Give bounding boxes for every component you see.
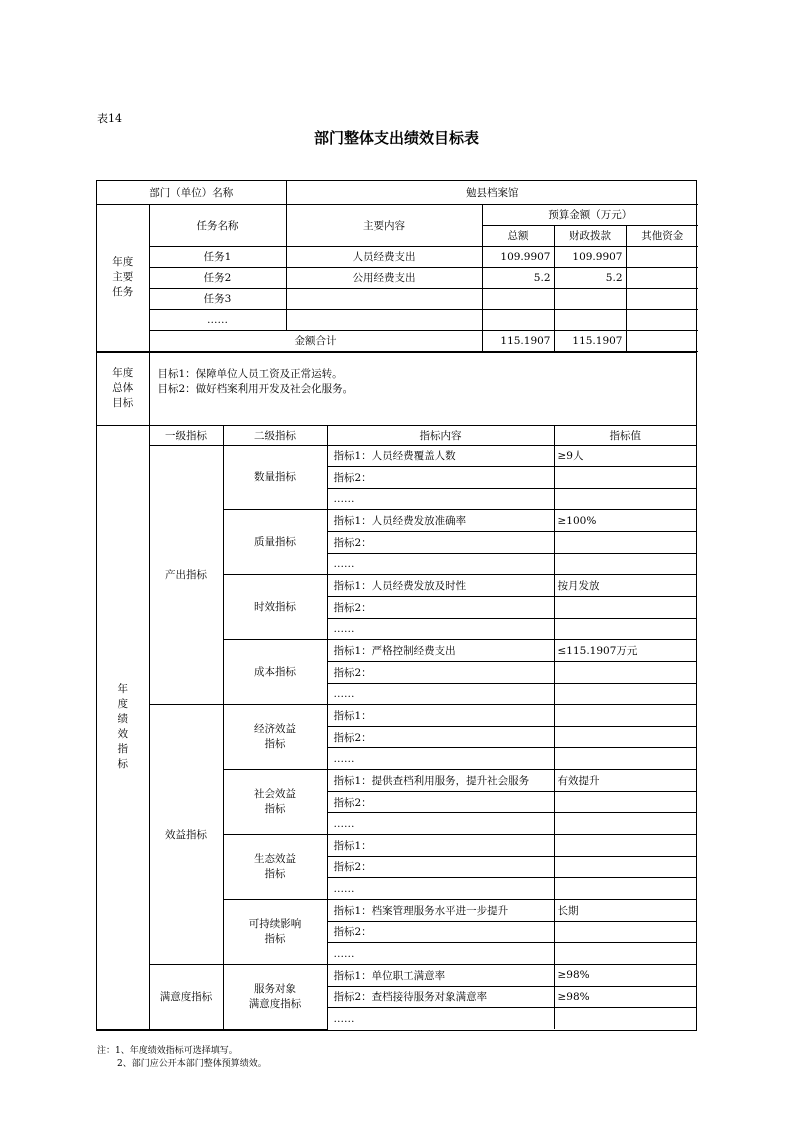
indicator-value: 按月发放	[554, 575, 696, 597]
level1-indicator: 满意度指标	[149, 964, 223, 1029]
indicator-value	[554, 726, 696, 748]
indicator-value: ≤115.1907万元	[554, 640, 696, 662]
overall-goals-content	[149, 353, 696, 425]
indicator-content: 指标1：提供查档利用服务，提升社会服务	[327, 770, 554, 792]
dept-label: 部门（单位）名称	[97, 181, 286, 204]
indicator-value	[554, 705, 696, 727]
indicators-label: 年 度 绩 效 指 标	[97, 425, 149, 1029]
task-total: 5.2	[482, 267, 554, 288]
goals-table	[97, 352, 696, 425]
task-name: 任务3	[149, 288, 286, 309]
col-task-name: 任务名称	[149, 204, 286, 246]
indicator-value: ≥98%	[554, 986, 696, 1008]
task-other	[626, 288, 698, 309]
indicator-content: 指标1：人员经费覆盖人数	[327, 445, 554, 467]
indicator-content: 指标2：	[327, 726, 554, 748]
table-row	[97, 964, 696, 986]
indicator-content: ……	[327, 748, 554, 770]
col-level2: 二级指标	[223, 425, 327, 445]
indicator-value	[554, 488, 696, 510]
level2-indicator: 生态效益 指标	[223, 835, 327, 900]
task-row	[97, 246, 698, 267]
indicator-content: ……	[327, 683, 554, 705]
task-row	[97, 288, 698, 309]
indicator-content: 指标1：单位职工满意率	[327, 964, 554, 986]
indicator-value	[554, 856, 696, 878]
task-content	[286, 288, 482, 309]
indicator-content: 指标1：人员经费发放准确率	[327, 510, 554, 532]
indicator-content: 指标1：档案管理服务水平进一步提升	[327, 899, 554, 921]
sum-label: 金额合计	[149, 330, 482, 351]
task-fiscal: 5.2	[554, 267, 626, 288]
task-fiscal	[554, 309, 626, 330]
indicator-value	[554, 596, 696, 618]
indicator-content: 指标1：	[327, 705, 554, 727]
level1-indicator: 产出指标	[149, 445, 223, 705]
indicator-value	[554, 467, 696, 489]
level2-indicator: 质量指标	[223, 510, 327, 575]
sum-total: 115.1907	[482, 330, 554, 351]
task-total	[482, 288, 554, 309]
indicator-value: 有效提升	[554, 770, 696, 792]
table-row	[97, 445, 696, 467]
sum-fiscal: 115.1907	[554, 330, 626, 351]
indicator-content: ……	[327, 813, 554, 835]
indicator-content: 指标2：查档接待服务对象满意率	[327, 986, 554, 1008]
tasks-table	[97, 181, 698, 352]
level2-indicator: 服务对象 满意度指标	[223, 964, 327, 1029]
level2-indicator: 时效指标	[223, 575, 327, 640]
indicator-value	[554, 835, 696, 857]
level2-indicator: 数量指标	[223, 445, 327, 510]
indicator-content: 指标2：	[327, 596, 554, 618]
dept-name: 勉县档案馆	[286, 181, 698, 204]
indicator-value	[554, 618, 696, 640]
col-indicator-content: 指标内容	[327, 425, 554, 445]
table-number: 表14	[97, 112, 122, 125]
indicator-content: ……	[327, 488, 554, 510]
level2-indicator: 经济效益 指标	[223, 705, 327, 770]
table-row	[97, 705, 696, 727]
indicator-content: 指标2：	[327, 921, 554, 943]
task-other	[626, 246, 698, 267]
indicator-content: 指标2：	[327, 661, 554, 683]
indicator-value	[554, 791, 696, 813]
indicator-value	[554, 878, 696, 900]
indicators-table	[97, 425, 696, 1030]
indicator-value	[554, 683, 696, 705]
task-content: 人员经费支出	[286, 246, 482, 267]
col-budget: 预算金额（万元）	[482, 204, 698, 225]
indicator-content: 指标1：	[327, 835, 554, 857]
indicator-content: ……	[327, 553, 554, 575]
note-1: 注：1、年度绩效指标可选择填写。	[97, 1046, 238, 1056]
indicator-content: 指标2：	[327, 467, 554, 489]
indicator-content: 指标1：人员经费发放及时性	[327, 575, 554, 597]
indicator-value: 长期	[554, 899, 696, 921]
indicator-value	[554, 661, 696, 683]
indicator-content: 指标2：	[327, 856, 554, 878]
col-other: 其他资金	[626, 225, 698, 246]
task-content	[286, 309, 482, 330]
level2-indicator: 可持续影响 指标	[223, 899, 327, 964]
indicator-value	[554, 921, 696, 943]
task-name: 任务1	[149, 246, 286, 267]
task-name: ……	[149, 309, 286, 330]
col-main-content: 主要内容	[286, 204, 482, 246]
overall-goals-label: 年度 总体 目标	[97, 353, 149, 425]
task-total	[482, 309, 554, 330]
col-fiscal: 财政拨款	[554, 225, 626, 246]
indicator-content: ……	[327, 618, 554, 640]
sum-other	[626, 330, 698, 351]
indicator-content: ……	[327, 1008, 554, 1030]
col-total: 总额	[482, 225, 554, 246]
indicator-value	[554, 532, 696, 554]
indicator-content: 指标2：	[327, 791, 554, 813]
task-other	[626, 309, 698, 330]
note-2: 2、部门应公开本部门整体预算绩效。	[117, 1059, 267, 1069]
indicator-value: ≥9人	[554, 445, 696, 467]
indicator-content: 指标2：	[327, 532, 554, 554]
performance-table	[96, 180, 697, 1031]
task-row	[97, 267, 698, 288]
indicator-content: ……	[327, 878, 554, 900]
indicator-value: ≥98%	[554, 964, 696, 986]
task-row	[97, 309, 698, 330]
page-title: 部门整体支出绩效目标表	[313, 129, 479, 147]
task-name: 任务2	[149, 267, 286, 288]
goal-1: 目标1：保障单位人员工资及正常运转。	[157, 368, 343, 380]
annual-tasks-label: 年度 主要 任务	[97, 204, 149, 352]
footnotes	[97, 1045, 267, 1071]
task-total: 109.9907	[482, 246, 554, 267]
indicator-content: ……	[327, 943, 554, 965]
level2-indicator: 成本指标	[223, 640, 327, 705]
sum-row	[97, 330, 698, 351]
indicator-value	[554, 813, 696, 835]
indicator-value	[554, 1008, 696, 1030]
level1-indicator: 效益指标	[149, 705, 223, 965]
col-indicator-value: 指标值	[554, 425, 696, 445]
task-other	[626, 267, 698, 288]
col-level1: 一级指标	[149, 425, 223, 445]
goal-2: 目标2：做好档案利用开发及社会化服务。	[157, 383, 354, 395]
level2-indicator: 社会效益 指标	[223, 770, 327, 835]
indicator-value	[554, 553, 696, 575]
task-content: 公用经费支出	[286, 267, 482, 288]
task-fiscal: 109.9907	[554, 246, 626, 267]
indicator-value	[554, 748, 696, 770]
indicator-content: 指标1：严格控制经费支出	[327, 640, 554, 662]
task-fiscal	[554, 288, 626, 309]
indicator-value	[554, 943, 696, 965]
indicator-value: ≥100%	[554, 510, 696, 532]
